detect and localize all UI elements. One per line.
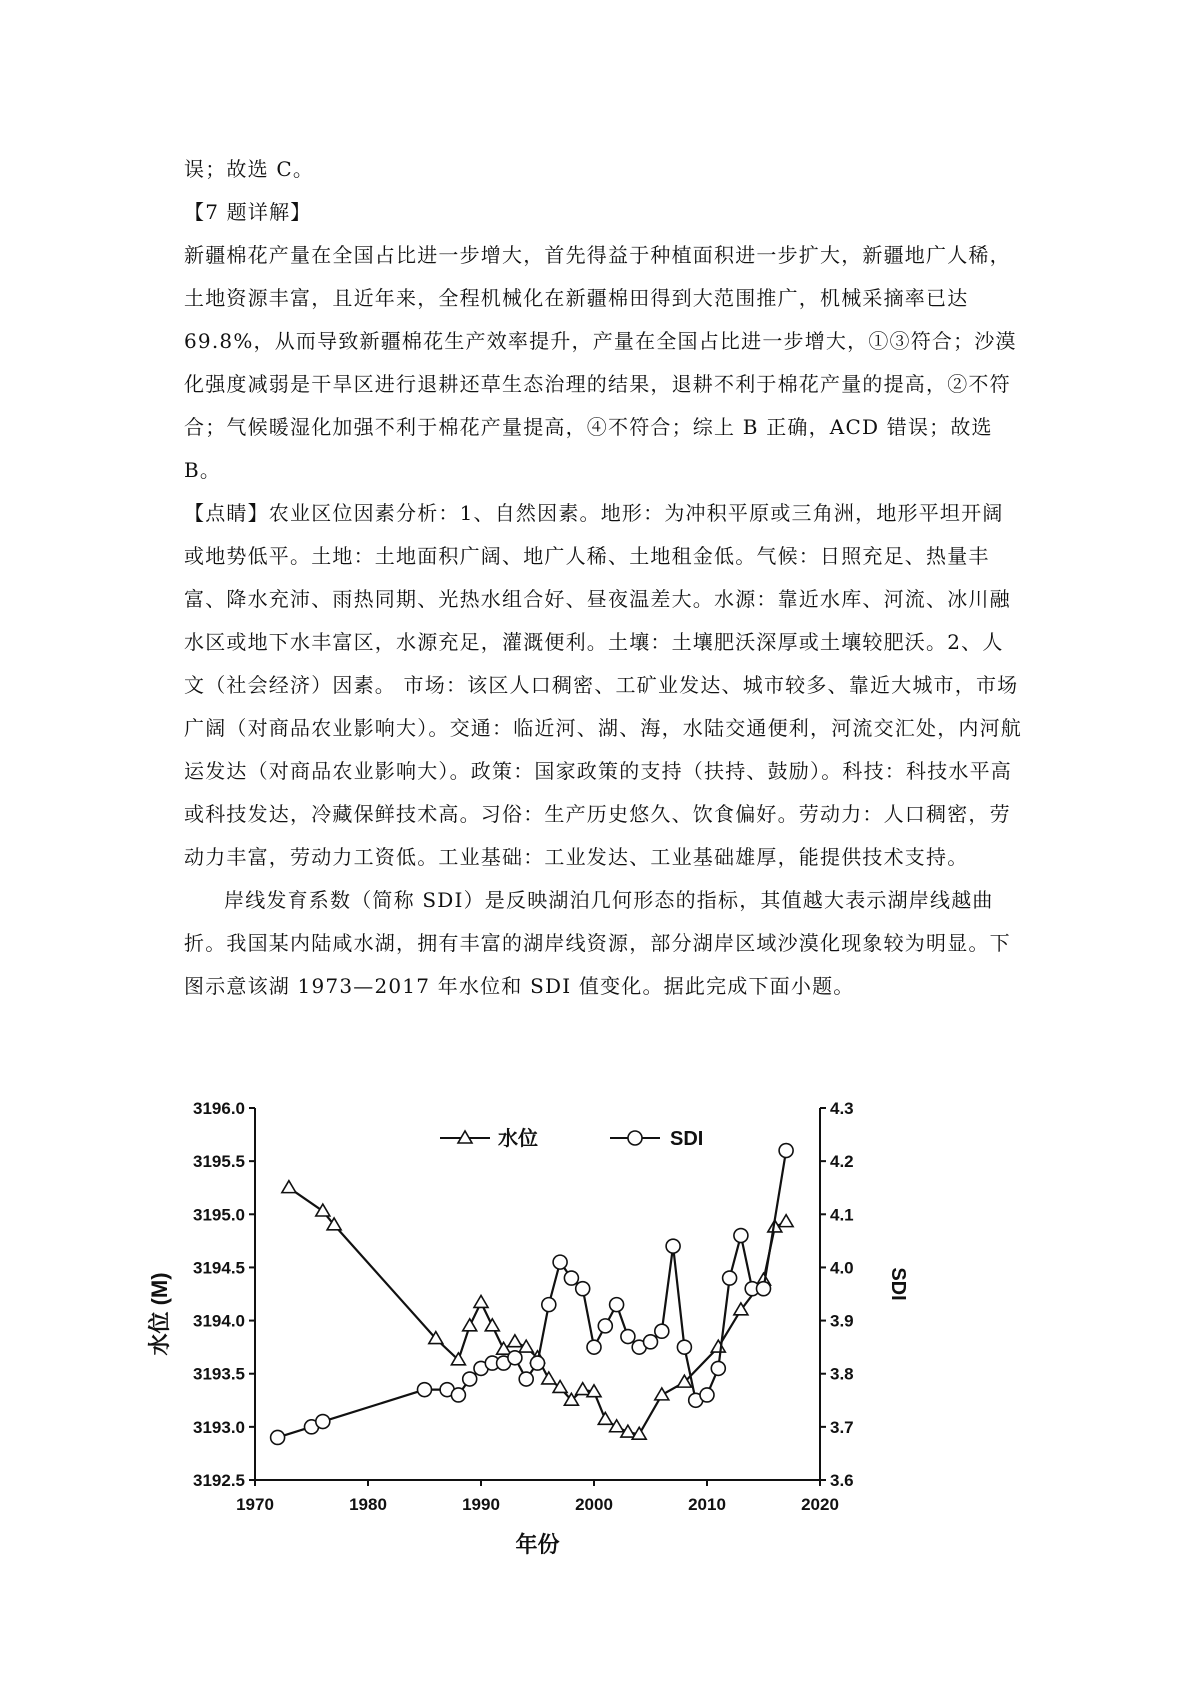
paragraph-heading: 【7 题详解】	[184, 200, 312, 224]
legend-label-sdi: SDI	[670, 1128, 704, 1150]
y-left-axis-title: 水位 (M)	[147, 1272, 172, 1356]
x-tick-label: 2010	[688, 1495, 726, 1514]
paragraph-explanation: 新疆棉花产量在全国占比进一步增大，首先得益于种植面积进一步扩大，新疆地广人稀，土地资源丰富，且近年来，全程机械化在新疆棉田得到大范围推广，机械采摘率已达 69.8%，从而导致新疆棉花生产效率提升，产量在全国占比进一步增大，①③符合；沙漠化强度减弱是干旱区进行退耕还草生态治理的结果，退耕不利于棉花产量的提高，②不符合；气候暖湿化加强不利于棉花产量提高，④不符合；综上 B 正确，ACD 错误；故选 B。	[184, 243, 1017, 482]
y-left-tick-label: 3195.5	[193, 1152, 245, 1172]
y-left-tick-label: 3195.0	[193, 1205, 245, 1225]
water-level-point	[779, 1215, 793, 1227]
y-left-tick-label: 3192.5	[193, 1471, 245, 1490]
sdi-point	[418, 1383, 432, 1397]
sdi-point	[723, 1271, 737, 1285]
water-level-point	[463, 1319, 477, 1331]
water-level-point	[655, 1388, 669, 1400]
y-right-tick-label: 3.7	[830, 1417, 854, 1437]
sdi-point	[451, 1388, 465, 1402]
water-level-sdi-chart	[147, 1099, 950, 1570]
water-level-point	[497, 1342, 511, 1354]
water-level-point	[316, 1204, 330, 1216]
y-left-tick-label: 3196.0	[193, 1099, 245, 1118]
y-left-tick-label: 3193.5	[193, 1364, 245, 1384]
sdi-point	[531, 1356, 545, 1370]
answer-text	[184, 148, 1024, 1008]
paragraph-note: 【点睛】农业区位因素分析：1、自然因素。地形：为冲积平原或三角洲，地形平坦开阔或地势低平。土地：土地面积广阔、地广人稀、土地租金低。气候：日照充足、热量丰富、降水充沛、雨热同期、光热水组合好、昼夜温差大。水源：靠近水库、河流、冰川融水区或地下水丰富区，水源充足，灌溉便利。土壤：土壤肥沃深厚或土壤较肥沃。2、人文（社会经济）因素。 市场：该区人口稠密、工矿业发达、城市较多、靠近大城市，市场广阔（对商品农业影响大）。交通：临近河、湖、海，水陆交通便利，河流交汇处，内河航运发达（对商品农业影响大）。政策：国家政策的支持（扶持、鼓励）。科技：科技水平高或科技发达，冷藏保鲜技术高。习俗：生产历史悠久、饮食偏好。劳动力：人口稠密，劳动力丰富，劳动力工资低。工业基础：工业发达、工业基础雄厚，能提供技术支持。	[184, 501, 1022, 869]
sdi-point	[553, 1255, 567, 1269]
paragraph-1: 误；故选 C。	[184, 157, 315, 181]
sdi-point	[734, 1229, 748, 1243]
chart-legend	[440, 1126, 703, 1150]
sdi-point	[587, 1340, 601, 1354]
sdi-point	[508, 1351, 522, 1365]
y-right-tick-label: 4.2	[830, 1152, 854, 1172]
x-tick-label: 2020	[801, 1495, 839, 1514]
sdi-point	[542, 1298, 556, 1312]
water-level-point	[711, 1340, 725, 1352]
sdi-point	[666, 1239, 680, 1253]
chart-series	[271, 1144, 794, 1445]
water-level-point	[598, 1412, 612, 1424]
sdi-point	[700, 1388, 714, 1402]
sdi-point	[644, 1335, 658, 1349]
legend-label-water-level: 水位	[498, 1128, 538, 1150]
sdi-point	[779, 1144, 793, 1158]
sdi-point	[655, 1324, 669, 1338]
x-tick-label: 1990	[462, 1495, 500, 1514]
chart-axes	[147, 1099, 909, 1557]
x-axis-title: 年份	[515, 1532, 560, 1557]
sdi-point	[610, 1298, 624, 1312]
paragraph-question-intro: 岸线发育系数（简称 SDI）是反映湖泊几何形态的指标，其值越大表示湖岸线越曲折。我国某内陆咸水湖，拥有丰富的湖岸线资源，部分湖岸区域沙漠化现象较为明显。下图示意该湖 1973—2017 年水位和 SDI 值变化。据此完成下面小题。	[184, 888, 1011, 998]
legend-marker-circle	[628, 1131, 642, 1145]
sdi-point	[463, 1372, 477, 1386]
sdi-point	[564, 1271, 578, 1285]
water-level-point	[474, 1296, 488, 1308]
water-level-point	[576, 1383, 590, 1395]
chart-svg	[147, 1099, 950, 1570]
sdi-point	[621, 1330, 635, 1344]
x-tick-label: 1970	[236, 1495, 274, 1514]
y-left-tick-label: 3194.0	[193, 1311, 245, 1331]
x-tick-label: 1980	[349, 1495, 387, 1514]
y-right-tick-label: 4.0	[830, 1258, 854, 1278]
x-tick-label: 2000	[575, 1495, 613, 1514]
y-right-tick-label: 4.3	[830, 1099, 854, 1118]
sdi-point	[519, 1372, 533, 1386]
sdi-point	[576, 1282, 590, 1296]
water-level-point	[610, 1420, 624, 1432]
y-right-axis-title: SDI	[887, 1267, 909, 1301]
y-left-tick-label: 3194.5	[193, 1258, 245, 1278]
water-level-point	[542, 1372, 556, 1384]
sdi-point	[757, 1282, 771, 1296]
water-level-point	[508, 1335, 522, 1347]
sdi-point	[677, 1340, 691, 1354]
sdi-point	[271, 1430, 285, 1444]
y-right-tick-label: 3.6	[830, 1471, 854, 1490]
water-level-point	[282, 1181, 296, 1193]
sdi-point	[316, 1415, 330, 1429]
y-right-tick-label: 3.8	[830, 1364, 854, 1384]
sdi-point	[598, 1319, 612, 1333]
y-left-tick-label: 3193.0	[193, 1417, 245, 1437]
y-right-tick-label: 3.9	[830, 1311, 854, 1331]
y-right-tick-label: 4.1	[830, 1205, 854, 1225]
sdi-point	[711, 1361, 725, 1375]
water-level-point	[485, 1319, 499, 1331]
